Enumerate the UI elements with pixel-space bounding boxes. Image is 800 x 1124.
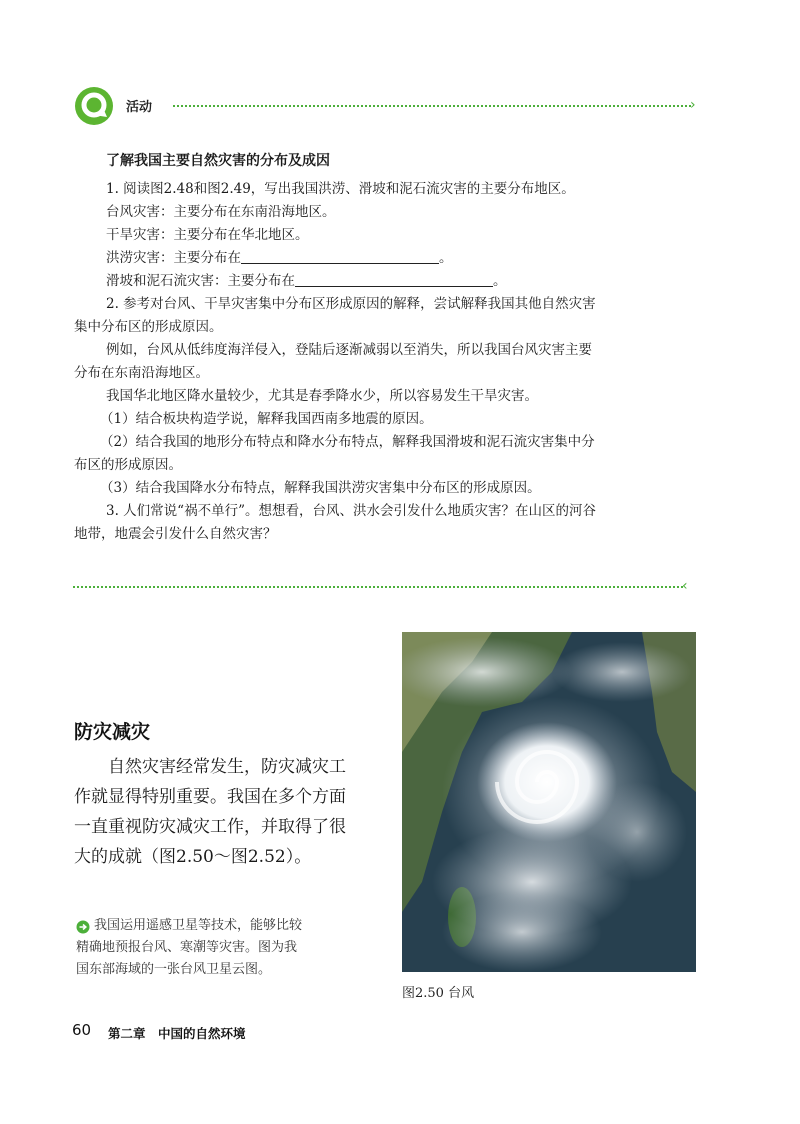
- activity-line: （2）结合我国的地形分布特点和降水分布特点，解释我国滑坡和泥石流灾害集中分: [100, 434, 595, 450]
- activity-line: （1）结合板块构造学说，解释我国西南多地震的原因。: [100, 411, 433, 427]
- activity-line: 集中分布区的形成原因。: [74, 319, 223, 335]
- activity-line: 布区的形成原因。: [74, 457, 182, 473]
- note-line: 我国运用遥感卫星等技术，能够比较: [94, 918, 303, 933]
- activity-icon: [74, 86, 114, 126]
- page-number: 60: [72, 1021, 92, 1039]
- figure-caption: 图2.50 台风: [402, 986, 475, 1001]
- activity-line: 台风灾害：主要分布在东南沿海地区。: [106, 204, 336, 220]
- activity-end-divider: [73, 586, 683, 588]
- activity-line-text: 滑坡和泥石流灾害：主要分布在: [106, 273, 295, 289]
- period-mark: 。: [439, 250, 453, 266]
- activity-line: 干旱灾害：主要分布在华北地区。: [106, 227, 309, 243]
- activity-line: （3）结合我国降水分布特点，解释我国洪涝灾害集中分布区的形成原因。: [100, 480, 541, 496]
- section-title: 防灾减灾: [74, 721, 151, 743]
- activity-label: 活动: [126, 100, 153, 115]
- typhoon-satellite-image: [402, 632, 696, 972]
- period-mark: 。: [493, 273, 507, 289]
- activity-line: 分布在东南沿海地区。: [74, 365, 209, 381]
- chevron-left-icon: ‹: [682, 578, 688, 594]
- activity-line: 2. 参考对台风、干旱灾害集中分布区形成原因的解释，尝试解释我国其他自然灾害: [106, 296, 596, 312]
- activity-line: 1. 阅读图2.48和图2.49，写出我国洪涝、滑坡和泥石流灾害的主要分布地区。: [106, 181, 575, 197]
- activity-line: 3. 人们常说“祸不单行”。想想看，台风、洪水会引发什么地质灾害？在山区的河谷: [106, 503, 596, 519]
- paragraph-line: 自然灾害经常发生，防灾减灾工: [108, 757, 346, 777]
- note-line: 国东部海域的一张台风卫星云图。: [76, 962, 272, 977]
- activity-line: 地带，地震会引发什么自然灾害？: [74, 526, 277, 542]
- activity-line-text: 洪涝灾害：主要分布在: [106, 250, 241, 266]
- paragraph-line: 作就显得特别重要。我国在多个方面: [74, 787, 346, 807]
- activity-line-blank: [106, 271, 507, 291]
- activity-divider: [173, 105, 691, 107]
- paragraph-line: 一直重视防灾减灾工作，并取得了很: [74, 817, 346, 837]
- chevron-right-icon: ›: [690, 97, 696, 113]
- note-line: 精确地预报台风、寒潮等灾害。图为我: [76, 940, 298, 955]
- paragraph-line: 大的成就（图2.50～图2.52）。: [74, 847, 312, 867]
- answer-blank[interactable]: [241, 249, 439, 264]
- answer-blank[interactable]: [295, 272, 493, 287]
- activity-line: 我国华北地区降水量较少，尤其是春季降水少，所以容易发生干旱灾害。: [106, 388, 538, 404]
- activity-line-blank: [106, 248, 453, 268]
- activity-line: 例如，台风从低纬度海洋侵入，登陆后逐渐减弱以至消失，所以我国台风灾害主要: [106, 342, 592, 358]
- activity-title: 了解我国主要自然灾害的分布及成因: [106, 153, 330, 169]
- arrow-right-circle-icon: [76, 920, 90, 934]
- chapter-title: 第二章 中国的自然环境: [108, 1026, 246, 1041]
